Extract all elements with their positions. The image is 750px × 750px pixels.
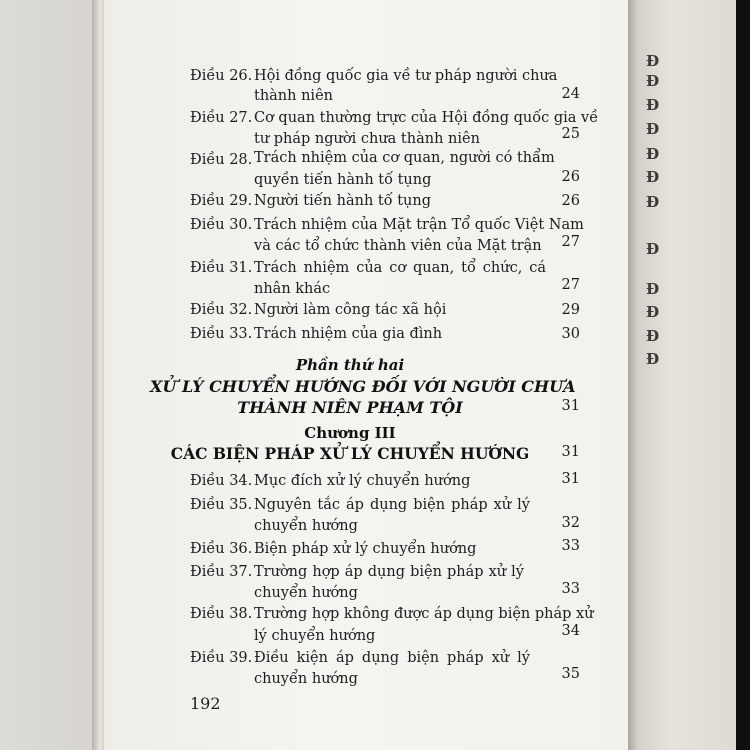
article-label: Điều 36. <box>190 541 253 557</box>
page-number: 25 <box>561 126 580 142</box>
part-title: Phần thứ hai <box>295 356 405 374</box>
article-title-line: tư pháp người chưa thành niên <box>254 131 480 147</box>
facing-page-letter: Đ <box>646 52 660 70</box>
article-title-line: chuyển hướng <box>254 518 358 534</box>
article-label: Điều 39. <box>190 650 253 666</box>
article-title-line: Người tiến hành tố tụng <box>254 193 431 209</box>
article-label: Điều 26. <box>190 68 253 84</box>
article-label: Điều 31. <box>190 260 253 276</box>
article-label: Điều 32. <box>190 302 253 318</box>
article-title-line: Hội đồng quốc gia về tư pháp người chưa <box>254 68 558 84</box>
facing-page-letter: Đ <box>646 145 660 163</box>
facing-page-letter: Đ <box>646 193 660 211</box>
article-title-line: Mục đích xử lý chuyển hướng <box>254 473 471 489</box>
article-title-line: Trách nhiệm của Mặt trận Tổ quốc Việt Nam <box>254 217 584 233</box>
part-page-number: 31 <box>561 398 580 414</box>
facing-page-letter: Đ <box>646 168 660 186</box>
article-title-line: Trách nhiệm của cơ quan, người có thẩm <box>254 150 555 166</box>
article-label: Điều 28. <box>190 152 253 168</box>
article-title-line: lý chuyển hướng <box>254 628 376 644</box>
facing-page-letter: Đ <box>646 120 660 138</box>
article-title-line: Biện pháp xử lý chuyển hướng <box>254 541 477 557</box>
facing-page-letter: Đ <box>646 72 660 90</box>
facing-page-letter: Đ <box>646 280 660 298</box>
chapter-page-number: 31 <box>561 444 580 460</box>
dark-background-edge <box>736 0 750 750</box>
page-number: 27 <box>561 234 580 250</box>
article-label: Điều 30. <box>190 217 253 233</box>
page-number: 29 <box>561 302 580 318</box>
page-folio: 192 <box>190 694 221 713</box>
page-number: 35 <box>561 666 580 682</box>
article-title-line: Trường hợp không được áp dụng biện pháp xử <box>254 606 594 622</box>
page-number: 33 <box>561 538 580 554</box>
article-title-line: chuyển hướng <box>254 585 358 601</box>
article-title-line: Trách nhiệm của gia đình <box>254 326 443 342</box>
article-label: Điều 33. <box>190 326 253 342</box>
article-title-line: Trường hợp áp dụng biện pháp xử lý <box>254 564 524 580</box>
page-number: 32 <box>561 515 580 531</box>
article-title-line: Điều kiện áp dụng biện pháp xử lý <box>254 650 530 666</box>
page-number: 30 <box>561 326 580 342</box>
page-number: 34 <box>561 623 580 639</box>
facing-page-letter: Đ <box>646 327 660 345</box>
article-label: Điều 37. <box>190 564 253 580</box>
facing-page-letter: Đ <box>646 96 660 114</box>
article-title-line: Cơ quan thường trực của Hội đồng quốc gia về <box>254 110 599 126</box>
page-number: 26 <box>561 169 580 185</box>
chapter-title: Chương III <box>304 424 396 442</box>
page-number: 31 <box>561 471 580 487</box>
chapter-heading: CÁC BIỆN PHÁP XỬ LÝ CHUYỂN HƯỚNG <box>170 444 530 463</box>
article-label: Điều 38. <box>190 606 253 622</box>
article-title-line: nhân khác <box>254 281 331 297</box>
facing-page-letter: Đ <box>646 240 660 258</box>
facing-page-letter: Đ <box>646 303 660 321</box>
page-number: 33 <box>561 581 580 597</box>
article-title-line: quyền tiến hành tố tụng <box>254 172 432 188</box>
page-number: 27 <box>561 277 580 293</box>
part-heading-line: THÀNH NIÊN PHẠM TỘI <box>237 398 463 417</box>
facing-page-letter: Đ <box>646 350 660 368</box>
article-label: Điều 34. <box>190 473 253 489</box>
page-number: 26 <box>561 193 580 209</box>
article-title-line: Trách nhiệm của cơ quan, tổ chức, cá <box>254 260 546 276</box>
article-title-line: và các tổ chức thành viên của Mặt trận <box>254 238 542 254</box>
article-title-line: chuyển hướng <box>254 671 358 687</box>
article-label: Điều 29. <box>190 193 253 209</box>
spine-shadow <box>628 0 638 750</box>
article-title-line: Nguyên tắc áp dụng biện pháp xử lý <box>254 497 530 513</box>
part-heading-line: XỬ LÝ CHUYỂN HƯỚNG ĐỐI VỚI NGƯỜI CHƯA <box>150 377 576 396</box>
page-number: 24 <box>561 86 580 102</box>
article-label: Điều 27. <box>190 110 253 126</box>
article-title-line: Người làm công tác xã hội <box>254 302 447 318</box>
article-title-line: thành niên <box>254 88 333 104</box>
article-label: Điều 35. <box>190 497 253 513</box>
